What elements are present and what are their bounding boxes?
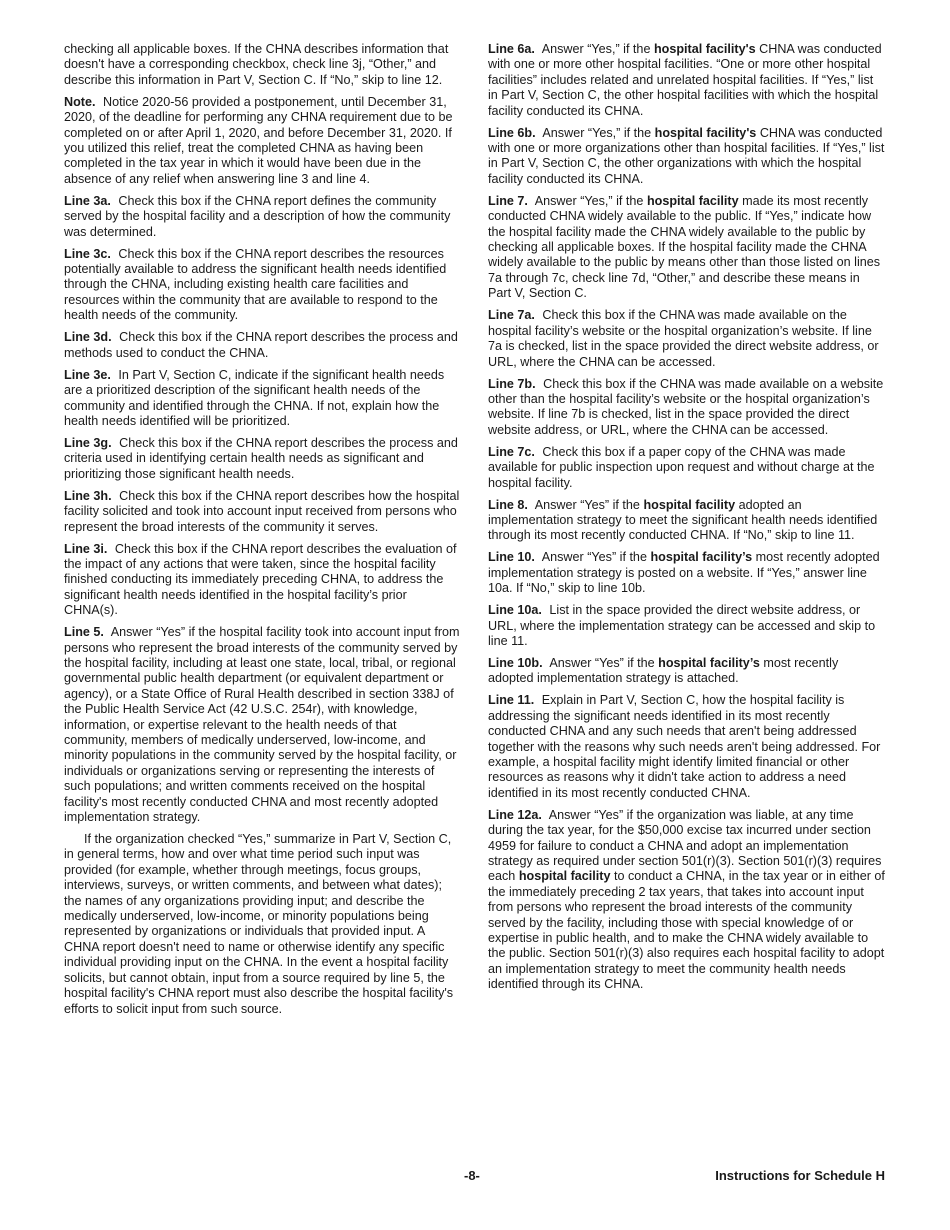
paragraph-line-7: Line 7. Answer “Yes,” if the hospital facility made its most recently conducted CHNA widely available to the public. If “Yes,” indicate how the hospital facility made the CHNA widely available to the public by checking all applicable boxes. If the hospital facility made the CHNA widely available to the public by means other than those listed on lines 7a through 7c, check line 7d, “Other,” and describe these means in Part V, Section C. [488,193,881,301]
paragraph-heading: Line 10a. [488,603,542,618]
paragraph-heading: Line 7. [488,193,528,208]
paragraph-heading: Line 7c. [488,444,535,459]
paragraph-heading: Line 3c. [64,246,111,261]
page-footer [0,1168,950,1186]
paragraph-line-11: Line 11. Explain in Part V, Section C, how the hospital facility is addressing the significant needs identified in its most recently conducted CHNA and any such needs that aren't being addressed together with the reasons why such needs aren't being addressed. For example, a hospital facility might identify limited financial or other resources as reasons why it didn't take action to address a need identified in its most recently conducted CHNA. [488,693,881,800]
document-title: Instructions for Schedule H [715,1168,885,1183]
page-number: -8- [464,1168,480,1183]
paragraph-heading: Line 7b. [488,376,536,391]
paragraph-line-6a: Line 6a. Answer “Yes,” if the hospital facility's CHNA was conducted with one or more other hospital facilities. “One or more other hospital facilities” includes related and unrelated hospital facilities. If “Yes,” list in Part V, Section C, the other hospital facilities with which the hospital facility conducted its CHNA. [488,42,882,118]
paragraph-continuation: checking all applicable boxes. If the CHNA describes information that doesn't have a corresponding checkbox, check line 3j, “Other,” and describe this information in Part V, Section C. If “No,” skip to line 12. [64,42,449,87]
paragraph-note: Note. Notice 2020-56 provided a postponement, until December 31, 2020, of the deadline for performing any CHNA requirement due to be completed on or after April 1, 2020, and before December 31, 2020. If you utilized this relief, treat the completed CHNA as having been completed in the tax year in which it would have been due in the absence of any relief when answering line 3 and line 4. [64,94,453,186]
paragraph-line-10a: Line 10a. List in the space provided the direct website address, or URL, where the implementation strategy can be accessed and skip to line 11. [488,603,876,648]
paragraph-heading: Note. [64,94,96,109]
paragraph-heading: Line 10. [488,550,535,565]
paragraph-line-10: Line 10. Answer “Yes” if the hospital facility’s most recently adopted implementation strategy is posted on a website. If “Yes,” answer line 10a. If “No,” skip to line 10b. [488,550,880,596]
paragraph-heading: Line 12a. [488,807,542,822]
paragraph-line-3i: Line 3i. Check this box if the CHNA report describes the evaluation of the impact of any actions that were taken, since the hospital facility finished conducting its immediately preceding CHNA, to address the significant health needs identified in the hospital facility’s prior CHNA(s). [64,541,457,618]
right-column [488,42,886,999]
paragraph-line-5: Line 5. Answer “Yes” if the hospital facility took into account input from persons who represent the broad interests of the community served by the hospital facility, including at least one state, local, tribal, or regional governmental public health department (or equivalent department or agency), or a State Office of Rural Health described in section 338J of the Public Health Service Act (42 U.S.C. 254r), with knowledge, information, or expertise relevant to the health needs of that community, members of medically underserved, low-income, and minority populations in the community served by the hospital facility, or individuals or organizations serving or representing the interests of such populations; and written comments received on the hospital facility's most recently conducted CHNA and most recently adopted implementation strategy. [64,625,460,825]
paragraph-line-5-continued: If the organization checked “Yes,” summarize in Part V, Section C, in general terms, how and over what time period such input was provided (for example, whether through meetings, focus groups, interviews, surveys, or written comments, and between what dates); the names of any organizations providing input; and describe the medically underserved, low-income, or minority populations being represented by organizations or individuals that provided input. A CHNA report doesn't need to name or otherwise identify any specific individual providing input on the CHNA. In the event a hospital facility solicits, but cannot obtain, input from a source required by line 5, the hospital facility's CHNA report must also describe the hospital facility's efforts to solicit input from such source. [64,832,454,1016]
emphasis-text: hospital facility’s [658,655,760,670]
paragraph-line-7b: Line 7b. Check this box if the CHNA was made available on a website other than the hospital facility’s website or the hospital organization’s website. If line 7b is checked, list in the space provided the direct website address, or URL, where the CHNA can be accessed. [488,376,884,437]
paragraph-heading: Line 3h. [64,488,112,503]
paragraph-line-3d: Line 3d. Check this box if the CHNA report describes the process and methods used to conduct the CHNA. [64,330,458,360]
paragraph-heading: Line 10b. [488,655,543,670]
paragraph-heading: Line 8. [488,497,528,512]
emphasis-text: hospital facility [646,193,739,208]
emphasis-text: hospital facility's [654,125,757,140]
emphasis-text: hospital facility [518,869,611,884]
emphasis-text: hospital facility's [653,42,756,56]
emphasis-text: hospital facility’s [650,550,753,565]
paragraph-heading: Line 6a. [488,42,535,56]
paragraph-heading: Line 3d. [64,330,112,345]
paragraph-line-12a: Line 12a. Answer “Yes” if the organization was liable, at any time during the tax year, for the $50,000 excise tax incurred under section 4959 for failure to conduct a CHNA and adopt an implementation strategy as required under section 501(r)(3). Section 501(r)(3) requires each hospital facility to conduct a CHNA, in the tax year or in either of the immediately preceding 2 tax years, that takes into account input from persons who represent the broad interests of the community served by the facility, including those with special knowledge of or expertise in public health, and to make the CHNA widely available to the public. Section 501(r)(3) also requires each hospital facility to adopt an implementation strategy to meet the community health needs identified through its CHNA. [488,807,885,992]
paragraph-line-3c: Line 3c. Check this box if the CHNA report describes the resources potentially available to address the significant health needs identified through the CHNA, including existing health care facilities and resources within the community that are available to respond to the health needs of the community. [64,246,447,323]
paragraph-heading: Line 11. [488,693,535,708]
paragraph-heading: Line 5. [64,625,104,640]
emphasis-text: hospital facility [643,497,736,512]
paragraph-line-3a: Line 3a. Check this box if the CHNA report defines the community served by the hospital facility and a description of how the community was determined. [64,193,451,239]
paragraph-line-8: Line 8. Answer “Yes” if the hospital facility adopted an implementation strategy to meet the significant health needs identified through its most recently conducted CHNA. If “No,” skip to line 11. [488,497,878,543]
paragraph-heading: Line 3a. [64,193,111,208]
paragraph-line-10b: Line 10b. Answer “Yes” if the hospital facility’s most recently adopted implementation strategy is attached. [488,655,839,686]
paragraph-heading: Line 7a. [488,308,535,323]
paragraph-heading: Line 3i. [64,541,108,556]
paragraph-line-7a: Line 7a. Check this box if the CHNA was made available on the hospital facility’s website or the hospital organization’s website. If line 7a is checked, list in the space provided the direct website address, or URL, where the CHNA can be accessed. [488,308,879,369]
paragraph-heading: Line 6b. [488,125,536,140]
paragraph-line-6b: Line 6b. Answer “Yes,” if the hospital facility's CHNA was conducted with one or more organizations other than hospital facilities. If “Yes,” list in Part V, Section C, the other organizations with which the hospital facility conducted its CHNA. [488,125,885,186]
paragraph-line-3e: Line 3e. In Part V, Section C, indicate if the significant health needs are a prioritized description of the significant health needs of the community and identified through the CHNA. If not, explain how the health needs identified will be prioritized. [64,367,445,428]
paragraph-line-3g: Line 3g. Check this box if the CHNA report describes the process and criteria used in identifying certain health needs as significant and prioritizing those significant health needs. [64,435,458,481]
left-column [64,42,462,1024]
paragraph-heading: Line 3e. [64,367,111,382]
paragraph-line-7c: Line 7c. Check this box if a paper copy of the CHNA was made available for public inspection upon request and without charge at the hospital facility. [488,444,875,490]
paragraph-heading: Line 3g. [64,435,112,450]
paragraph-line-3h: Line 3h. Check this box if the CHNA report describes how the hospital facility solicited and took into account input received from persons who represent the broad interests of the community it serves. [64,488,460,534]
